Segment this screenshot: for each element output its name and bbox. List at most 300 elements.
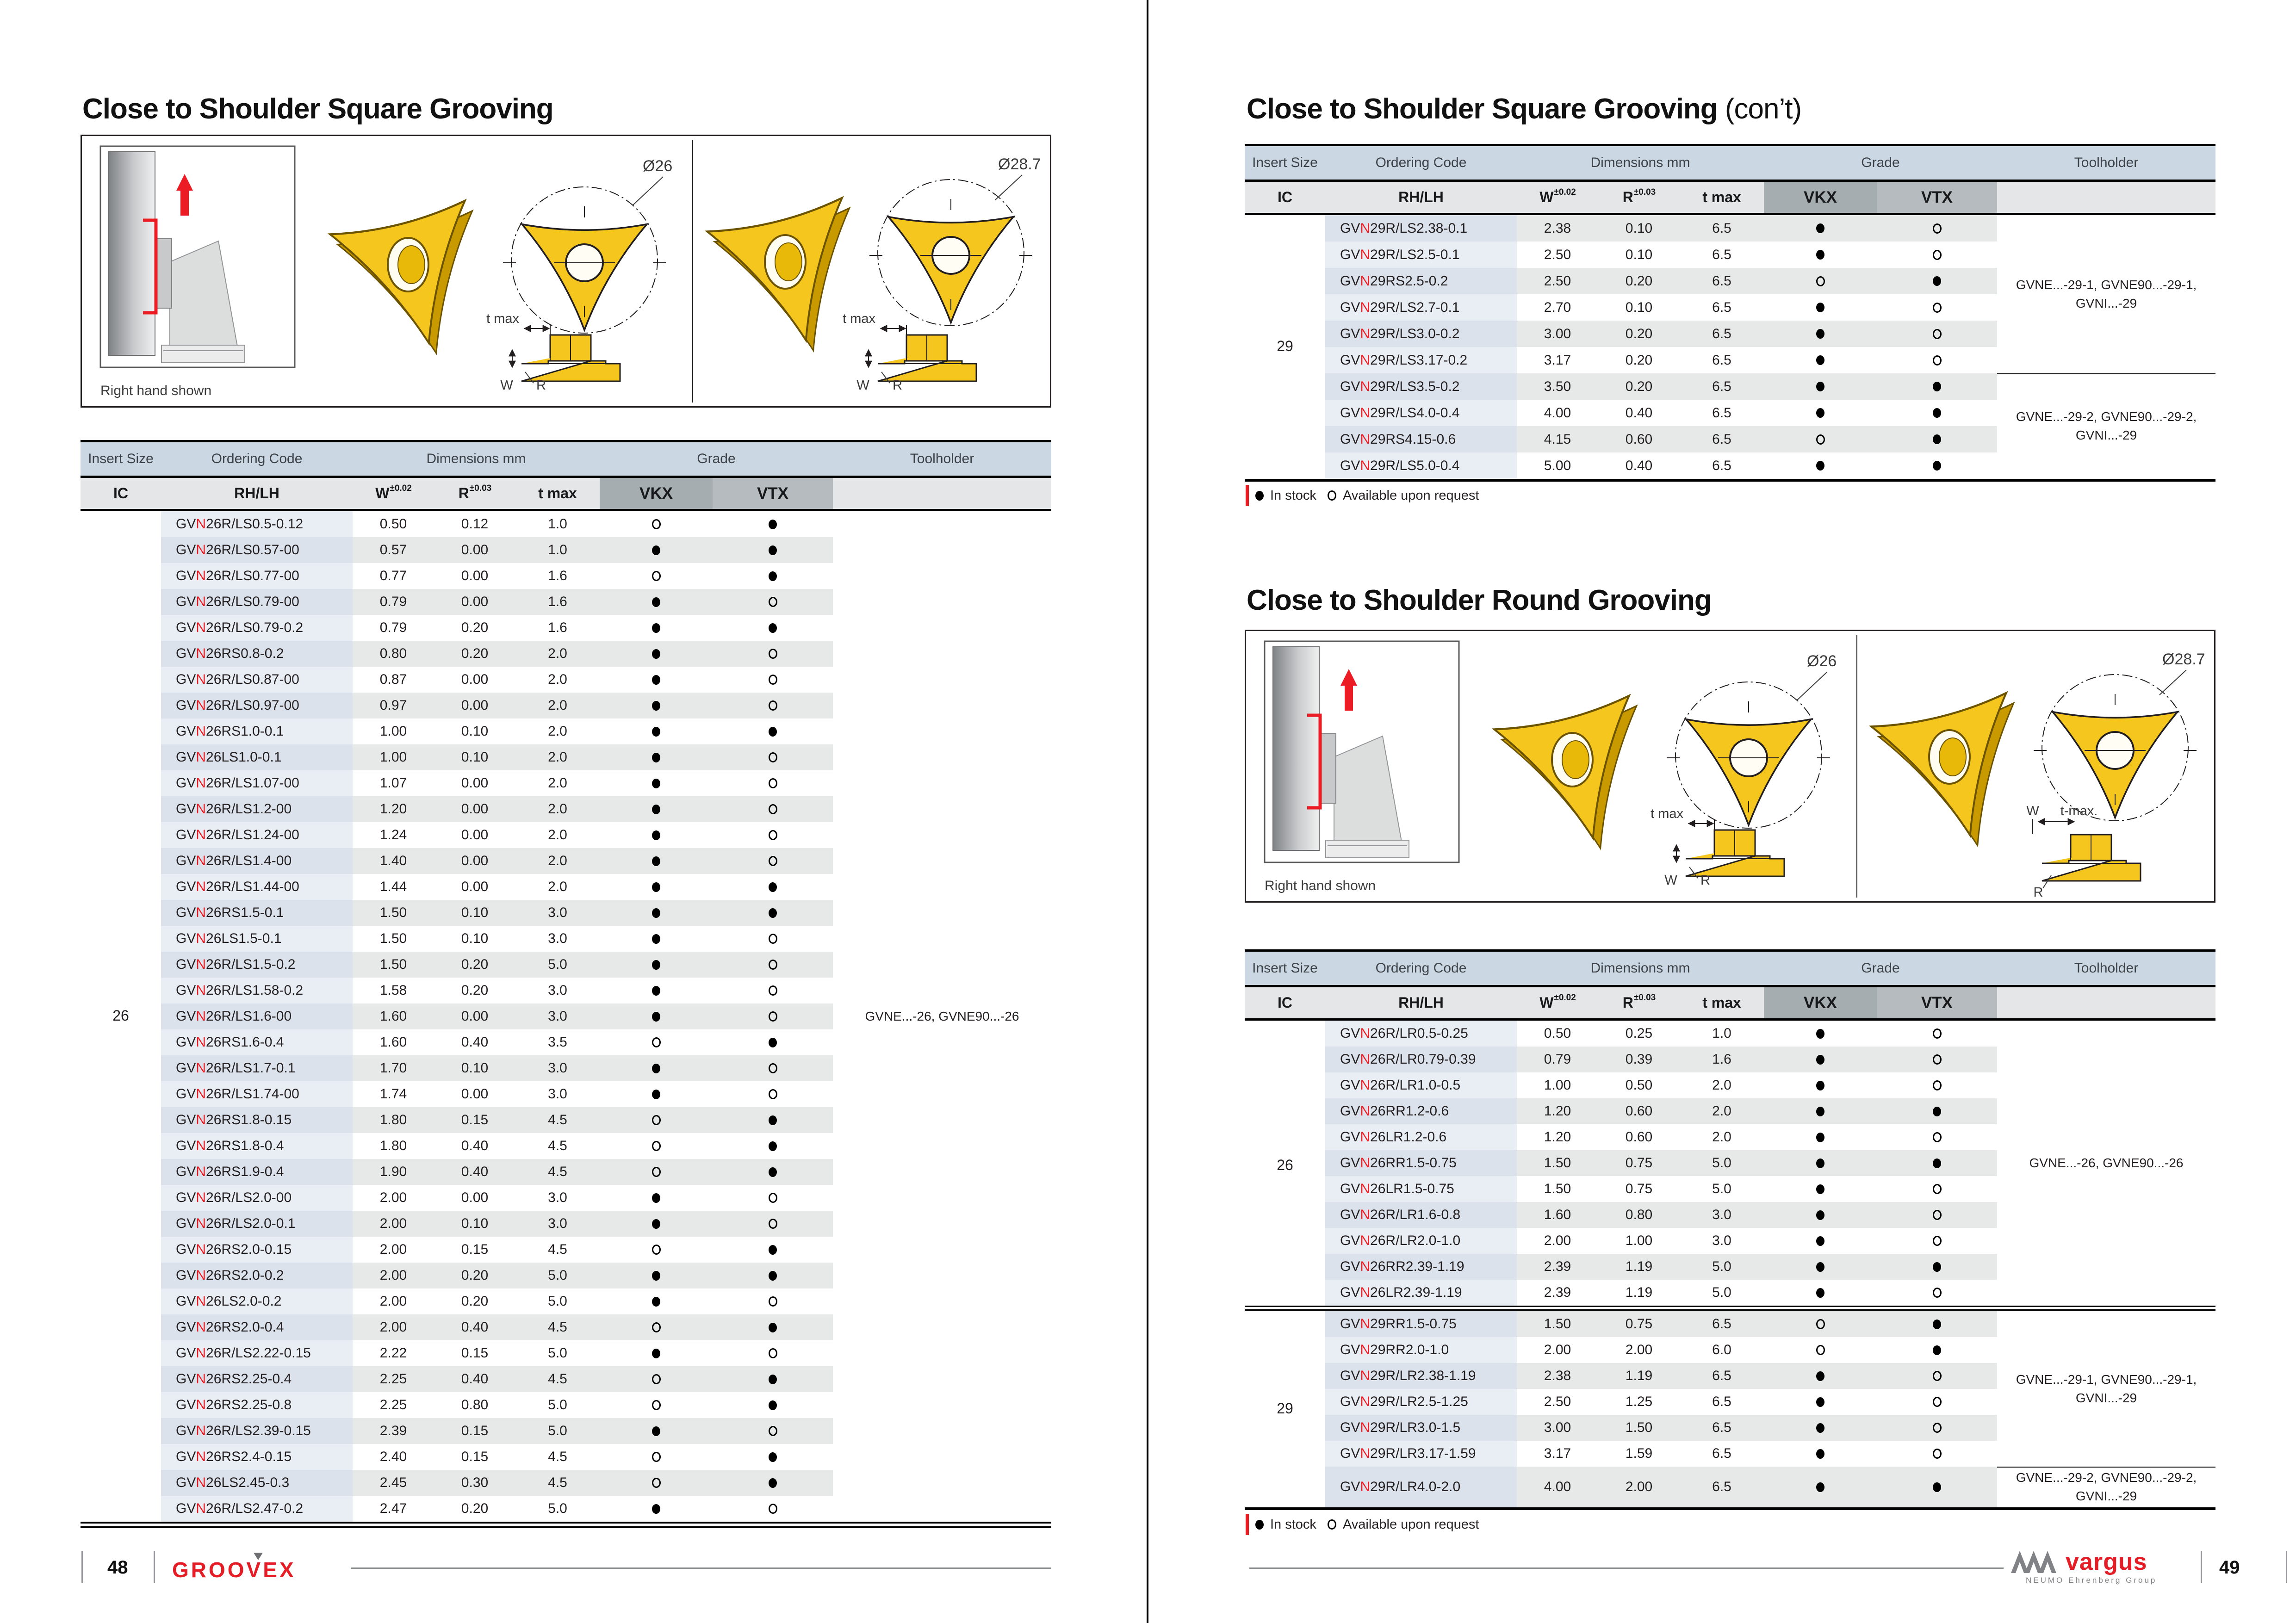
r-cell: 0.00 (434, 874, 515, 900)
vkx-stock-cell (600, 978, 713, 1004)
vkx-stock-cell (1764, 1176, 1877, 1202)
vkx-stock-cell (1764, 1337, 1877, 1363)
col-grade: Grade (1861, 155, 1900, 170)
t-max-cell: 3.0 (515, 926, 600, 952)
table-row (1245, 1228, 2215, 1254)
vkx-stock-cell (1764, 1047, 1877, 1072)
col-t-max: t max (1702, 189, 1741, 205)
col-vkx-grade: VKX (1764, 182, 1877, 213)
w-cell: 1.20 (353, 796, 434, 822)
t-max-cell: 4.5 (515, 1159, 600, 1185)
w-cell: 2.38 (1517, 1363, 1598, 1389)
table-row (1245, 1021, 2215, 1047)
vtx-stock-cell (713, 1237, 833, 1263)
w-cell: 0.50 (353, 511, 434, 537)
table-row (1245, 1280, 2215, 1306)
col-grade: Grade (1861, 960, 1900, 976)
vtx-stock-cell (713, 1366, 833, 1392)
ordering-code-cell: GV N 26R/LS0.57-00 (161, 537, 353, 563)
vkx-stock-cell (1764, 1441, 1877, 1467)
table-row (81, 1055, 1051, 1081)
vkx-stock-cell (1764, 347, 1877, 373)
ordering-code-cell: GV N 29RS4.15-0.6 (1325, 426, 1517, 452)
vkx-stock-cell (600, 667, 713, 693)
table-row (81, 1029, 1051, 1055)
t-max-cell: 6.5 (1680, 268, 1764, 294)
table-row (1245, 1254, 2215, 1280)
table-row (1245, 215, 2215, 242)
table-row (1245, 1098, 2215, 1124)
vargus-logo-text: vargus (2066, 1549, 2147, 1575)
w-cell: 1.60 (1517, 1202, 1598, 1228)
diameter-label: Ø26 (643, 157, 673, 175)
w-cell: 1.60 (353, 1004, 434, 1029)
vkx-stock-cell (600, 1340, 713, 1366)
table-row (1245, 1072, 2215, 1098)
t-max-cell: 4.5 (515, 1366, 600, 1392)
col-vkx-grade: VKX (1764, 987, 1877, 1018)
footer-rule (1249, 1567, 2004, 1569)
t-max-cell: 2.0 (1680, 1098, 1764, 1124)
t-max-cell: 5.0 (1680, 1280, 1764, 1306)
vkx-stock-cell (600, 900, 713, 926)
w-cell: 2.40 (353, 1444, 434, 1470)
table-row (1245, 1124, 2215, 1150)
col-dimensions: Dimensions mm (1590, 155, 1690, 170)
vkx-stock-cell (600, 511, 713, 537)
ordering-code-cell: GV N 29R/LS4.0-0.4 (1325, 400, 1517, 426)
footer-divider (2201, 1551, 2202, 1583)
vtx-stock-cell (1877, 400, 1997, 426)
in-stock-label: In stock (1270, 1517, 1316, 1532)
table-row (81, 978, 1051, 1004)
insert-size-value: 26 (112, 1007, 129, 1024)
r-cell: 0.00 (434, 537, 515, 563)
table-row (81, 1133, 1051, 1159)
table-subheader-row (81, 478, 1051, 509)
w-cell: 2.50 (1517, 268, 1598, 294)
ordering-code-cell: GV N 26R/LS1.07-00 (161, 770, 353, 796)
r-cell: 2.00 (1598, 1467, 1680, 1507)
ordering-code-cell: GV N 26RS0.8-0.2 (161, 641, 353, 667)
vtx-stock-cell (713, 926, 833, 952)
t-max-cell: 5.0 (515, 1392, 600, 1418)
table-row (81, 952, 1051, 978)
t-max-cell: 3.0 (515, 1004, 600, 1029)
ordering-code-cell: GV N 26R/LS2.47-0.2 (161, 1496, 353, 1522)
col-insert-size: Insert Size (88, 451, 154, 466)
table-row (1245, 373, 2215, 400)
r-cell: 0.20 (434, 1263, 515, 1288)
table-row (1245, 1415, 2215, 1441)
vkx-stock-cell (600, 796, 713, 822)
w-cell: 2.25 (353, 1392, 434, 1418)
right-page-title-suffix: (con’t) (1725, 93, 1802, 125)
vkx-stock-cell (1764, 1098, 1877, 1124)
w-cell: 1.70 (353, 1055, 434, 1081)
ordering-code-cell: GV N 29R/LS5.0-0.4 (1325, 452, 1517, 479)
col-toolholder: Toolholder (2074, 155, 2139, 170)
vtx-stock-cell (1877, 1337, 1997, 1363)
table-bottom-border (81, 1526, 1051, 1528)
r-cell: 0.60 (1598, 1124, 1680, 1150)
ordering-code-cell: GV N 26RR1.2-0.6 (1325, 1098, 1517, 1124)
vkx-stock-cell (600, 1288, 713, 1314)
vtx-stock-cell (713, 1004, 833, 1029)
vkx-stock-cell (600, 1185, 713, 1211)
r-cell: 0.80 (1598, 1202, 1680, 1228)
legend-red-bar (1246, 485, 1249, 506)
t-max-cell: 3.0 (515, 1185, 600, 1211)
r-cell: 0.20 (1598, 347, 1680, 373)
r-cell: 0.60 (1598, 426, 1680, 452)
ordering-code-cell: GV N 26RS2.0-0.2 (161, 1263, 353, 1288)
vtx-stock-cell (1877, 1228, 1997, 1254)
table-bottom-border (1245, 479, 2215, 482)
r-cell: 0.39 (1598, 1047, 1680, 1072)
t-max-cell: 4.5 (515, 1314, 600, 1340)
t-max-cell: 5.0 (515, 1418, 600, 1444)
ordering-code-cell: GV N 26R/LS0.79-0.2 (161, 615, 353, 641)
table-row (81, 770, 1051, 796)
w-cell: 2.00 (353, 1185, 434, 1211)
available-icon (1328, 490, 1336, 501)
vkx-stock-cell (600, 589, 713, 615)
r-cell: 1.59 (1598, 1441, 1680, 1467)
insert-size-value: 29 (1277, 338, 1293, 354)
w-cell: 1.20 (1517, 1098, 1598, 1124)
t-max-cell: 1.6 (515, 589, 600, 615)
t-max-cell: 1.6 (1680, 1047, 1764, 1072)
t-max-cell: 5.0 (1680, 1150, 1764, 1176)
t-max-cell: 6.0 (1680, 1337, 1764, 1363)
r-cell: 0.40 (434, 1159, 515, 1185)
ordering-code-cell: GV N 26LS1.0-0.1 (161, 744, 353, 770)
vtx-stock-cell (1877, 1441, 1997, 1467)
vkx-stock-cell (600, 563, 713, 589)
r-label: R (536, 378, 546, 393)
vkx-stock-cell (1764, 1415, 1877, 1441)
w-cell: 1.40 (353, 848, 434, 874)
ordering-code-cell: GV N 26RS1.5-0.1 (161, 900, 353, 926)
w-cell: 0.79 (353, 589, 434, 615)
w-cell: 0.87 (353, 667, 434, 693)
t-max-cell: 3.0 (515, 1055, 600, 1081)
vtx-stock-cell (1877, 242, 1997, 268)
diagram-caption: Right hand shown (1265, 878, 1376, 893)
r-label: R (893, 378, 902, 393)
vkx-stock-cell (600, 615, 713, 641)
vtx-stock-cell (713, 1470, 833, 1496)
t-max-cell: 2.0 (515, 641, 600, 667)
vkx-stock-cell (1764, 1311, 1877, 1337)
vkx-stock-cell (600, 848, 713, 874)
ordering-code-cell: GV N 26R/LS2.0-00 (161, 1185, 353, 1211)
vtx-stock-cell (713, 1055, 833, 1081)
t-max-cell: 6.5 (1680, 294, 1764, 321)
w-cell: 1.50 (353, 926, 434, 952)
vkx-stock-cell (600, 822, 713, 848)
w-cell: 0.77 (353, 563, 434, 589)
w-cell: 1.50 (1517, 1311, 1598, 1337)
vtx-stock-cell (1877, 1389, 1997, 1415)
t-max-cell: 3.0 (515, 900, 600, 926)
table-row (1245, 1337, 2215, 1363)
ordering-code-cell: GV N 26R/LS2.39-0.15 (161, 1418, 353, 1444)
t-max-cell: 6.5 (1680, 321, 1764, 347)
available-label: Available upon request (1342, 488, 1479, 503)
vtx-stock-cell (713, 1107, 833, 1133)
vkx-stock-cell (1764, 1363, 1877, 1389)
ordering-code-cell: GV N 26R/LS2.0-0.1 (161, 1211, 353, 1237)
vtx-stock-cell (713, 667, 833, 693)
t-max-cell: 6.5 (1680, 400, 1764, 426)
r-cell: 0.75 (1598, 1176, 1680, 1202)
ordering-code-cell: GV N 26R/LS1.58-0.2 (161, 978, 353, 1004)
diameter-label: Ø28.7 (2162, 650, 2205, 668)
w-cell: 1.00 (353, 719, 434, 744)
ordering-code-cell: GV N 26R/LS1.7-0.1 (161, 1055, 353, 1081)
table-row (81, 1418, 1051, 1444)
vtx-stock-cell (713, 770, 833, 796)
toolholder-value: GVNE...-26, GVNE90...-26 (2029, 1156, 2184, 1170)
table-row (81, 511, 1051, 537)
vtx-stock-cell (713, 744, 833, 770)
t-max-cell: 3.0 (515, 1211, 600, 1237)
col-rh-lh: RH/LH (234, 485, 279, 502)
table-row (81, 926, 1051, 952)
table-row (81, 693, 1051, 719)
w-cell: 1.44 (353, 874, 434, 900)
vtx-stock-cell (713, 1496, 833, 1522)
ordering-code-cell: GV N 29R/LR4.0-2.0 (1325, 1467, 1517, 1507)
ordering-code-cell: GV N 26R/LS1.5-0.2 (161, 952, 353, 978)
t-max-cell: 4.5 (515, 1107, 600, 1133)
vtx-stock-cell (713, 719, 833, 744)
table-row (81, 1470, 1051, 1496)
w-cell: 2.50 (1517, 242, 1598, 268)
insert-size-value: 26 (1277, 1157, 1293, 1173)
vtx-stock-cell (1877, 1467, 1997, 1507)
col-insert-size: Insert Size (1252, 960, 1318, 976)
ordering-code-cell: GV N 26LS1.5-0.1 (161, 926, 353, 952)
vkx-stock-cell (600, 926, 713, 952)
vkx-stock-cell (600, 1081, 713, 1107)
w-cell: 0.50 (1517, 1021, 1598, 1047)
ordering-code-cell: GV N 26R/LS1.24-00 (161, 822, 353, 848)
r-cell: 0.40 (1598, 400, 1680, 426)
col-ic: IC (113, 485, 128, 502)
t-max-cell: 2.0 (1680, 1072, 1764, 1098)
w-cell: 2.39 (1517, 1254, 1598, 1280)
vkx-stock-cell (1764, 1202, 1877, 1228)
vtx-stock-cell (713, 1314, 833, 1340)
w-cell: 2.39 (1517, 1280, 1598, 1306)
table-bottom-border (81, 1522, 1051, 1524)
col-toolholder: Toolholder (910, 451, 974, 466)
table-row (81, 1185, 1051, 1211)
vkx-stock-cell (600, 641, 713, 667)
col-t-max: t max (1702, 994, 1741, 1011)
t-max-cell: 2.0 (515, 796, 600, 822)
table-row (81, 744, 1051, 770)
t-max-cell: 3.0 (515, 978, 600, 1004)
ordering-code-cell: GV N 29RR2.0-1.0 (1325, 1337, 1517, 1363)
table-row (81, 641, 1051, 667)
t-max-cell: 5.0 (515, 1288, 600, 1314)
ordering-code-cell: GV N 26RR1.5-0.75 (1325, 1150, 1517, 1176)
vtx-stock-cell (713, 1081, 833, 1107)
ordering-code-cell: GV N 26RS1.6-0.4 (161, 1029, 353, 1055)
ordering-code-cell: GV N 29R/LS2.7-0.1 (1325, 294, 1517, 321)
t-max-cell: 6.5 (1680, 242, 1764, 268)
t-max-cell: 5.0 (1680, 1176, 1764, 1202)
r-cell: 0.75 (1598, 1150, 1680, 1176)
groovex-logo-triangle (254, 1553, 263, 1560)
table-subheader-row (1245, 182, 2215, 213)
vkx-stock-cell (600, 1418, 713, 1444)
t-max-cell: 3.0 (515, 1081, 600, 1107)
table-row (81, 589, 1051, 615)
w-cell: 2.47 (353, 1496, 434, 1522)
w-cell: 1.07 (353, 770, 434, 796)
col-ordering-code: Ordering Code (1375, 155, 1467, 170)
t-max-label: t max (1651, 806, 1683, 821)
r-cell: 0.15 (434, 1237, 515, 1263)
vkx-stock-cell (1764, 1150, 1877, 1176)
t-max-cell: 2.0 (515, 848, 600, 874)
vkx-stock-cell (1764, 1072, 1877, 1098)
vkx-stock-cell (1764, 242, 1877, 268)
w-label: W (2026, 804, 2039, 818)
r-cell: 0.00 (434, 563, 515, 589)
w-cell: 1.80 (353, 1107, 434, 1133)
vkx-stock-cell (600, 1263, 713, 1288)
vkx-stock-cell (600, 744, 713, 770)
vtx-stock-cell (713, 1185, 833, 1211)
col-ic: IC (1278, 994, 1292, 1011)
vtx-stock-cell (713, 952, 833, 978)
r-cell: 0.50 (1598, 1072, 1680, 1098)
w-cell: 3.00 (1517, 1415, 1598, 1441)
insert-front-view (503, 187, 666, 333)
table-row (81, 822, 1051, 848)
section-divider (1245, 1306, 2215, 1307)
left-page-title: Close to Shoulder Square Grooving (82, 93, 553, 125)
vtx-stock-cell (713, 511, 833, 537)
table-row (1245, 1176, 2215, 1202)
w-cell: 1.00 (1517, 1072, 1598, 1098)
ordering-code-cell: GV N 29R/LS3.17-0.2 (1325, 347, 1517, 373)
ordering-code-cell: GV N 26RS2.4-0.15 (161, 1444, 353, 1470)
col-toolholder-blank (1997, 182, 2215, 213)
vtx-stock-cell (713, 1392, 833, 1418)
r-cell: 0.20 (1598, 321, 1680, 347)
square-grooving-26-table (81, 442, 1051, 1529)
ordering-code-cell: GV N 26LS2.45-0.3 (161, 1470, 353, 1496)
toolholder-value: GVNE...-29-2, GVNE90...-29-2, GVNI...-29 (2016, 1470, 2197, 1503)
r-cell: 0.10 (434, 1211, 515, 1237)
t-max-cell: 6.5 (1680, 426, 1764, 452)
ordering-code-cell: GV N 26R/LS2.22-0.15 (161, 1340, 353, 1366)
w-cell: 3.50 (1517, 373, 1598, 400)
ordering-code-cell: GV N 26R/LS1.4-00 (161, 848, 353, 874)
stock-legend (1246, 485, 1479, 506)
r-cell: 0.40 (434, 1314, 515, 1340)
ordering-code-cell: GV N 29RR1.5-0.75 (1325, 1311, 1517, 1337)
vtx-stock-cell (1877, 1176, 1997, 1202)
ordering-code-cell: GV N 26R/LS1.74-00 (161, 1081, 353, 1107)
vargus-logo-subtitle: NEUMO Ehrenberg Group (2026, 1576, 2157, 1585)
ordering-code-cell: GV N 29RS2.5-0.2 (1325, 268, 1517, 294)
col-t-max: t max (538, 485, 577, 502)
vkx-stock-cell (1764, 268, 1877, 294)
col-grade: Grade (697, 451, 736, 466)
vkx-stock-cell (600, 1133, 713, 1159)
col-insert-size: Insert Size (1252, 155, 1318, 170)
w-cell: 2.70 (1517, 294, 1598, 321)
w-cell: 2.50 (1517, 1389, 1598, 1415)
w-cell: 0.57 (353, 537, 434, 563)
left-page-number: 48 (107, 1557, 128, 1578)
col-w: W ±0.02 (1539, 187, 1576, 205)
w-cell: 1.90 (353, 1159, 434, 1185)
t-max-label: t-max. (2060, 804, 2098, 818)
r-cell: 1.19 (1598, 1254, 1680, 1280)
table-row (1245, 452, 2215, 479)
col-r: R ±0.03 (1622, 992, 1656, 1011)
vkx-stock-cell (1764, 1389, 1877, 1415)
w-cell: 2.00 (353, 1211, 434, 1237)
r-cell: 0.00 (434, 589, 515, 615)
vkx-stock-cell (600, 874, 713, 900)
r-cell: 0.40 (434, 1366, 515, 1392)
vkx-stock-cell (1764, 452, 1877, 479)
w-cell: 3.17 (1517, 1441, 1598, 1467)
vkx-stock-cell (600, 1159, 713, 1185)
ordering-code-cell: GV N 26LR1.2-0.6 (1325, 1124, 1517, 1150)
col-rh-lh: RH/LH (1398, 994, 1444, 1011)
table-row (1245, 1441, 2215, 1467)
t-max-cell: 2.0 (515, 667, 600, 693)
ordering-code-cell: GV N 29R/LR3.17-1.59 (1325, 1441, 1517, 1467)
w-cell: 2.39 (353, 1418, 434, 1444)
r-cell: 0.20 (434, 1496, 515, 1522)
vtx-stock-cell (1877, 215, 1997, 242)
w-cell: 2.45 (353, 1470, 434, 1496)
w-cell: 2.00 (353, 1314, 434, 1340)
toolholder-value: GVNE...-29-1, GVNE90...-29-1, GVNI...-29 (2016, 1372, 2197, 1405)
right-page-title-text: Close to Shoulder Square Grooving (1247, 93, 1718, 125)
vtx-stock-cell (1877, 373, 1997, 400)
toolholder-value: GVNE...-26, GVNE90...-26 (865, 1009, 1019, 1023)
t-max-cell: 6.5 (1680, 215, 1764, 242)
ordering-code-cell: GV N 26R/LS1.44-00 (161, 874, 353, 900)
t-max-cell: 2.0 (515, 770, 600, 796)
r-cell: 0.20 (1598, 268, 1680, 294)
r-cell: 1.19 (1598, 1363, 1680, 1389)
table-row (81, 1107, 1051, 1133)
groovex-logo: GROOVEX (172, 1558, 296, 1582)
ordering-code-cell: GV N 26RS2.25-0.8 (161, 1392, 353, 1418)
ordering-code-cell: GV N 26R/LS0.79-00 (161, 589, 353, 615)
r-cell: 1.50 (1598, 1415, 1680, 1441)
col-r: R ±0.03 (1622, 187, 1656, 205)
insert-3d-view (330, 201, 504, 370)
stock-legend (1246, 1514, 1479, 1535)
ordering-code-cell: GV N 26R/LR0.79-0.39 (1325, 1047, 1517, 1072)
t-max-cell: 5.0 (1680, 1254, 1764, 1280)
